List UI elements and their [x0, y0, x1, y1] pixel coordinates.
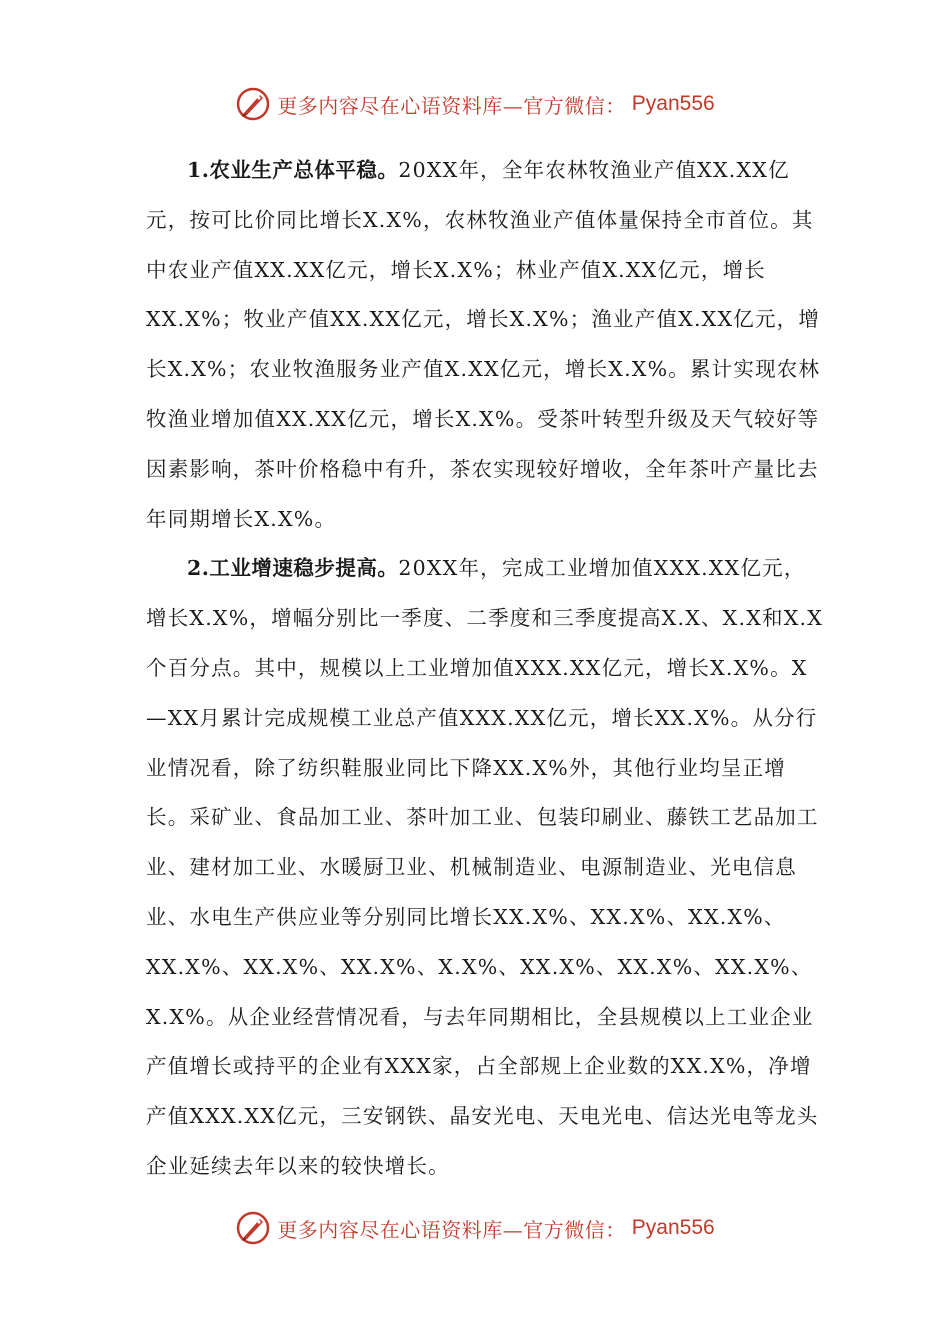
pen-logo-icon	[235, 1210, 271, 1246]
banner-text: 更多内容尽在心语资料库—官方微信：	[277, 93, 626, 118]
paragraph-text: 20XX年，完成工业增加值XXX.XX亿元，增长X.X%，增幅分别比一季度、二季度和三季度提高X.X、X.X和X.X个百分点。其中，规模以上工业增加值XXX.XX亿元，增长X.X%。X—XX月累计完成规模工业总产值XXX.XX亿元，增长XX.X%。从分行业情况看，除了纺织鞋服业同比下降XX.X%外，其他行业均呈正增长。采矿业、食品加工业、茶叶加工业、包装印刷业、藤铁工艺品加工业、建材加工业、水暖厨卫业、机械制造业、电源制造业、光电信息业、水电生产供应业等分别同比增长XX.X%、XX.X%、XX.X%、XX.X%、XX.X%、XX.X%、X.X%、XX.X%、XX.X%、XX.X%、X.X%。从企业经营情况看，与去年同期相比，全县规模以上工业企业产值增长或持平的企业有XXX家，占全部规上企业数的XX.X%，净增产值XXX.XX亿元，三安钢铁、晶安光电、天电光电、信达光电等龙头企业延续去年以来的较快增长。	[146, 556, 823, 1178]
wechat-handle: Pyan556	[631, 1216, 715, 1239]
wechat-handle: Pyan556	[631, 92, 715, 115]
banner-text: 更多内容尽在心语资料库—官方微信：	[277, 1217, 626, 1242]
paragraph-industry	[146, 544, 826, 1191]
footer-watermark-banner	[0, 1206, 950, 1250]
pen-logo-icon	[235, 86, 271, 122]
paragraph-agriculture	[146, 146, 826, 544]
paragraph-lead: 2.工业增速稳步提高。	[187, 556, 399, 581]
header-watermark-banner	[0, 82, 950, 126]
document-body	[146, 146, 826, 1192]
paragraph-lead: 1.农业生产总体平稳。	[187, 158, 399, 182]
paragraph-text: 20XX年，全年农林牧渔业产值XX.XX亿元，按可比价同比增长X.X%，农林牧渔业产值体量保持全市首位。其中农业产值XX.XX亿元，增长X.X%；林业产值X.XX亿元，增长XX.X%；牧业产值XX.XX亿元，增长X.X%；渔业产值X.XX亿元，增长X.X%；农业牧渔服务业产值X.XX亿元，增长X.X%。累计实现农林牧渔业增加值XX.XX亿元，增长X.X%。受茶叶转型升级及天气较好等因素影响，茶叶价格稳中有升，茶农实现较好增收，全年茶叶产量比去年同期增长X.X%。	[146, 158, 821, 531]
